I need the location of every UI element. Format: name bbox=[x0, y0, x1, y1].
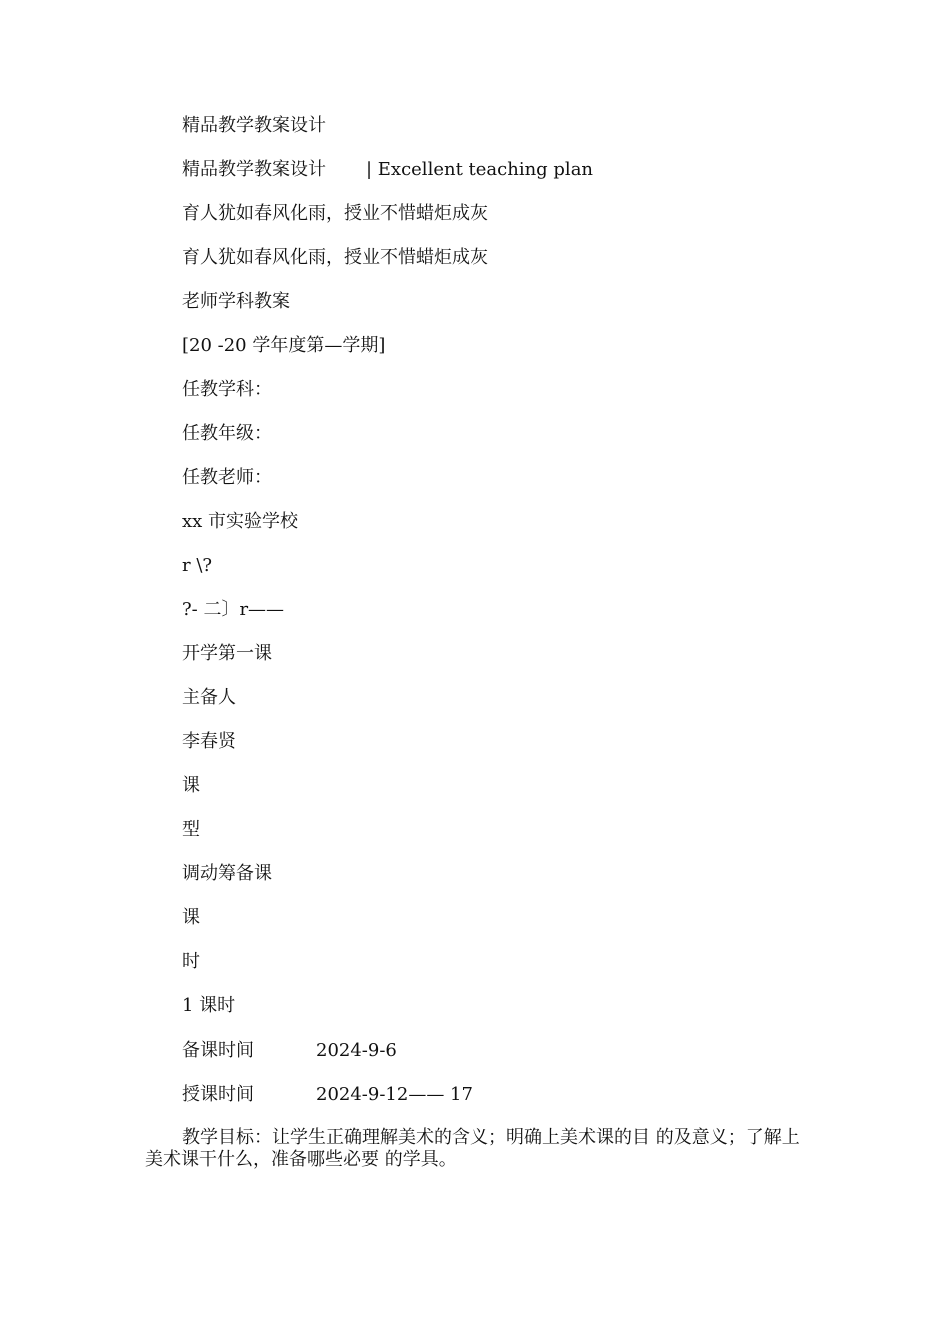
motto-line-2: 育人犹如春风化雨，授业不惜蜡炬成灰 bbox=[182, 247, 488, 268]
teach-time-row bbox=[182, 1084, 473, 1106]
teach-time-label: 授课时间 bbox=[182, 1084, 254, 1105]
ocr-noise-line-1: r \? bbox=[182, 555, 213, 576]
preparer-name: 李春贤 bbox=[182, 731, 236, 752]
prep-time-value: 2024-9-6 bbox=[316, 1040, 397, 1061]
teaching-objective: 教学目标：让学生正确理解美术的含义；明确上美术课的目 的及意义；了解上美术课干什么，准备哪些必要 的学具。 bbox=[145, 1127, 800, 1170]
school-name: xx 市实验学校 bbox=[182, 511, 299, 532]
preparer-label: 主备人 bbox=[182, 687, 236, 708]
hours-value: 1 课时 bbox=[182, 995, 236, 1016]
hours-label-char-1: 课 bbox=[182, 907, 200, 928]
doc-subtitle bbox=[182, 159, 593, 181]
teach-time-value: 2024-9-12—— 17 bbox=[316, 1084, 473, 1105]
teacher-field: 任教老师： bbox=[182, 467, 272, 488]
hours-label-char-2: 时 bbox=[182, 951, 200, 972]
lesson-title: 开学第一课 bbox=[182, 643, 272, 664]
ocr-noise-line-2: ?- 二〕r—— bbox=[182, 599, 285, 620]
grade-field: 任教年级： bbox=[182, 423, 272, 444]
prep-time-row bbox=[182, 1040, 397, 1062]
prep-time-label: 备课时间 bbox=[182, 1040, 254, 1061]
subject-field: 任教学科： bbox=[182, 379, 272, 400]
doc-title: 精品教学教案设计 bbox=[182, 115, 326, 136]
lesson-type-label-char-1: 课 bbox=[182, 775, 200, 796]
doc-subtitle-en: | Excellent teaching plan bbox=[366, 159, 594, 180]
school-year: [20 -20 学年度第—学期] bbox=[182, 335, 386, 356]
motto-line-1: 育人犹如春风化雨，授业不惜蜡炬成灰 bbox=[182, 203, 488, 224]
doc-subtitle-cn: 精品教学教案设计 bbox=[182, 159, 326, 180]
subject-plan-heading: 老师学科教案 bbox=[182, 291, 290, 312]
lesson-type-value: 调动筹备课 bbox=[182, 863, 272, 884]
lesson-type-label-char-2: 型 bbox=[182, 819, 200, 840]
